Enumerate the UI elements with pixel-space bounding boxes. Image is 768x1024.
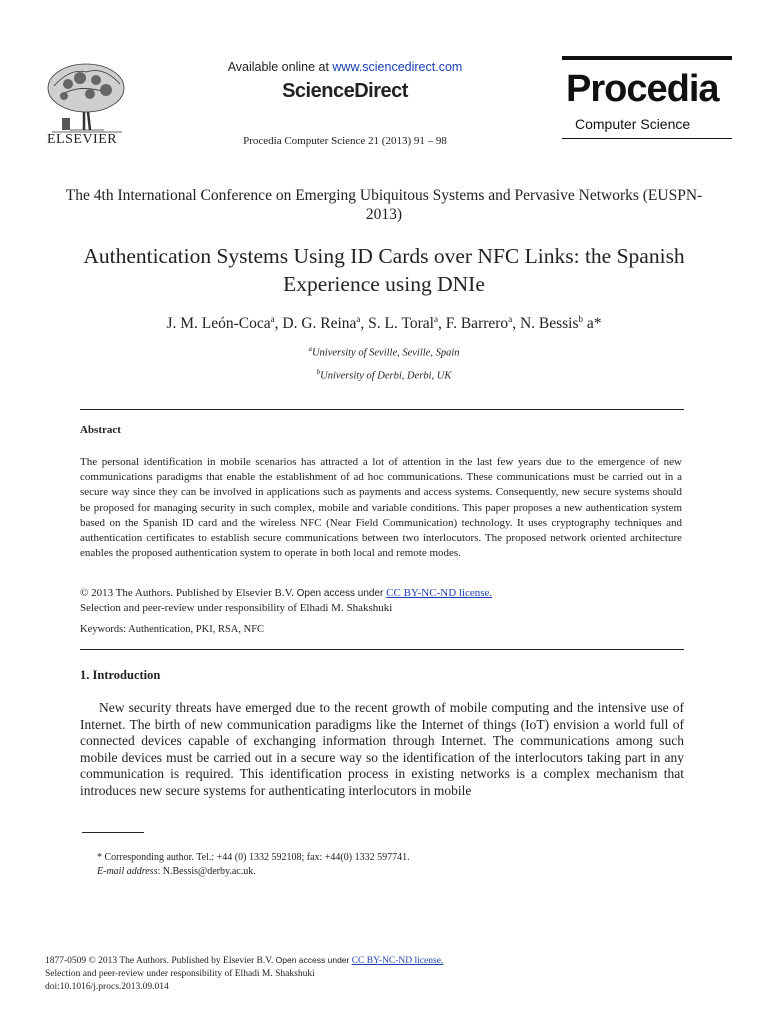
footnote-rule — [82, 832, 144, 833]
procedia-bottom-rule — [562, 138, 732, 139]
procedia-subtitle: Computer Science — [575, 116, 691, 132]
license-link[interactable]: CC BY-NC-ND license. — [386, 587, 493, 599]
abstract-body: The personal identification in mobile scenarios has attracted a lot of attention in the last few years due to the emergence of new communications paradigms that enable the establishment of ad hoc communications. These communications must be carried out in a secure way since they can be involved in applications such as payments and access systems. Consequently, new secure systems should be proposed for managing security in such complex, mobile and variable conditions. This paper proposes a new authentication system based on the Spanish ID card and the wireless NFC (Near Field Communication) technology. It uses cryptography techniques and authentication certificates to establish secure communications between two interlocutors. The proposed network oriented architecture enables the proposed authentication system to operate in both local and remote modes. — [80, 456, 682, 560]
author: D. G. Reina$^a$, — [282, 314, 369, 333]
introduction-paragraph: New security threats have emerged due to the recent growth of mobile computing and the intensive use of Internet. The birth of new communication paradigms like the Internet of things (IoT) envision a world full of connected devices capable of exchanging information through Internet. The communications among such mobile devices must be carried out in a secure way so the identification of the interlocutors taking part in any communication is required. This identification process in existing networks is a complex mechanism that introduces new secure systems for authenticating interlocutors in mobile — [80, 700, 684, 798]
email-footnote: E-mail address: N.Bessis@derby.ac.uk. — [97, 866, 256, 877]
abstract-top-rule — [80, 409, 684, 410]
author: F. Barrero$^a$, — [445, 314, 520, 333]
page-footer: 1877-0509 © 2013 The Authors. Published by Elsevier B.V. Open access under CC BY-NC-ND license. Selection and peer-review under responsibility of Elhadi M. Shakshuki doi:10.1016/j.procs.2013.09.014 — [45, 955, 444, 992]
procedia-logo: Procedia — [566, 68, 719, 110]
sciencedirect-url-link[interactable]: www.sciencedirect.com — [332, 60, 463, 74]
section-heading: 1. Introduction — [80, 668, 161, 682]
copyright-notice: © 2013 The Authors. Published by Elsevier B.V. Open access under CC BY-NC-ND license. Selection and peer-review under responsibility of Elhadi M. Shakshuki — [80, 587, 493, 614]
author: N. Bessis$^b$ a* — [519, 314, 602, 333]
author-list — [40, 314, 728, 333]
doi: doi:10.1016/j.procs.2013.09.014 — [45, 982, 169, 992]
author: J. M. León-Coca$^a$, — [166, 314, 283, 333]
abstract-heading: Abstract — [80, 424, 121, 436]
conference-name: The 4th International Conference on Emerging Ubiquitous Systems and Pervasive Networks (EUSPN-2013) — [65, 187, 703, 223]
abstract-bottom-rule — [80, 649, 684, 650]
keywords: Keywords: Authentication, PKI, RSA, NFC — [80, 624, 265, 635]
journal-reference: Procedia Computer Science 21 (2013) 91 – 98 — [243, 135, 447, 147]
affiliation-b: $^b$University of Derbi, Derbi, UK — [316, 368, 452, 382]
elsevier-wordmark: ELSEVIER — [47, 132, 118, 147]
sciencedirect-logo: ScienceDirect — [282, 80, 408, 102]
available-online — [200, 60, 490, 74]
procedia-top-rule — [562, 56, 732, 60]
paper-title: Authentication Systems Using ID Cards over NFC Links: the Spanish Experience using DNIe — [83, 244, 685, 296]
footer-license-link[interactable]: CC BY-NC-ND license. — [351, 956, 444, 966]
available-prefix: Available online at — [227, 60, 333, 74]
corresponding-author-footnote: * Corresponding author. Tel.: +44 (0) 1332 592108; fax: +44(0) 1332 597741. — [97, 852, 410, 863]
author: S. L. Toral$^a$, — [368, 314, 446, 333]
affiliation-a: $^a$University of Seville, Seville, Spain — [308, 345, 460, 359]
